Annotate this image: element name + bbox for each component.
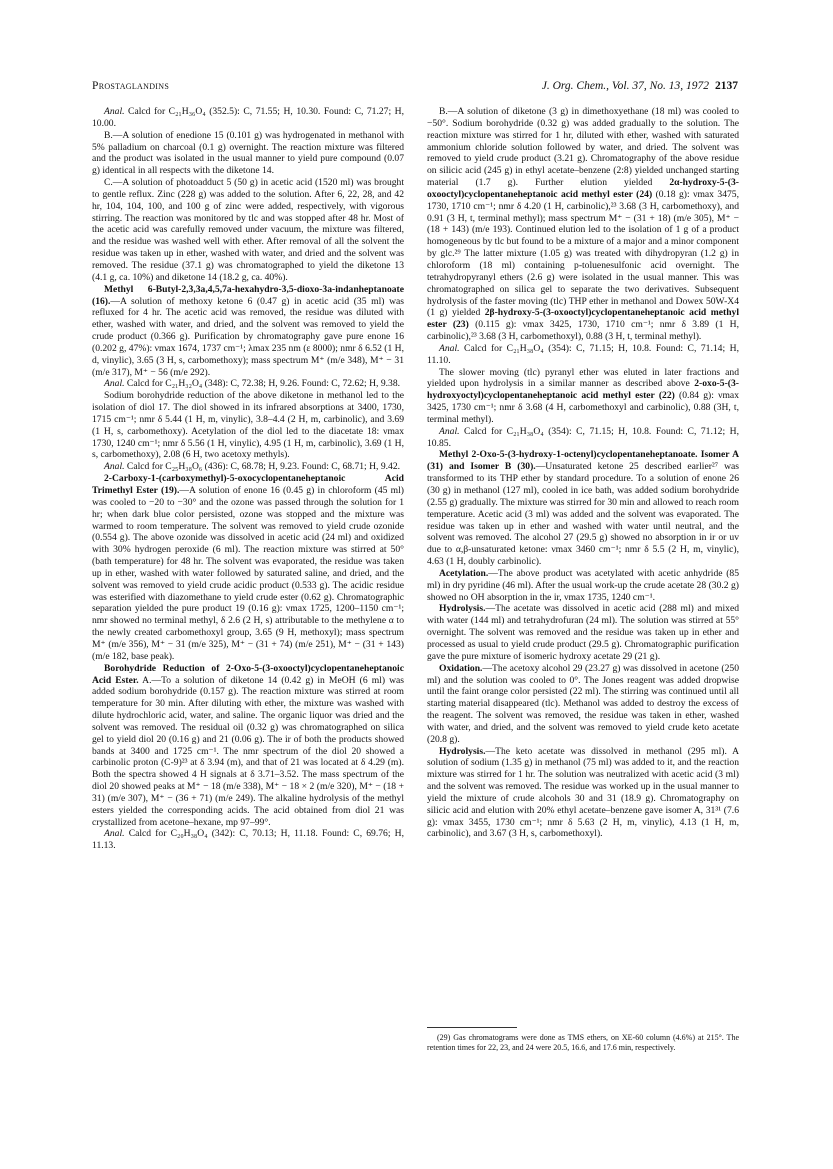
text-run: (0.84 g): νmax 3425, 1730 cm⁻¹; nmr δ 3.68 (4 H, carbomethoxyl and carbinolic), 0.88 (3H, t, terminal methyl). — [427, 390, 739, 425]
text-run: Calcd for C₂₁H₃₈O₄ (354): C, 71.15; H, 10.8. Found: C, 71.12; H, 10.85. — [427, 425, 739, 449]
text-run: —The acetate was dissolved in acetic acid (288 ml) and mixed with water (144 ml) and tetrahydrofuran (24 ml). The solution was stirred at 55° overnight. The solvent was removed and the residue was taken up in ether and processed as usual to yield crude product (29.5 g). Chromatographic purification gave the pure mixture of isomeric hydroxy acetate 29 (21 g). — [427, 603, 739, 662]
heading-run: Hydrolysis. — [439, 603, 486, 615]
paragraph — [427, 367, 739, 426]
text-run: —Unsaturated ketone 25 described earlier²⁷ was transformed to its THP ether by standard procedure. To a solution of enone 26 (30 g) in methanol (127 ml), cooled in ice bath, was added sodium borohydride (2.55 g) gradually. The mixture was stirred for 30 min and allowed to reach room temperature. Acetic acid (3 ml) was added and the solvent was evaporated. The residue was taken up in ether and washed with water until neutral, and the solvent was removed. The alcohol 27 (29.5 g) showed no absorption in ir or uv due to α,β-unsaturated ketone: νmax 3460 cm⁻¹; nmr δ 5.5 (2 H, m, vinylic), 4.63 (1 H, doubly carbinolic). — [427, 461, 739, 568]
italic-run: Anal. — [104, 106, 125, 117]
paragraph — [92, 378, 404, 390]
heading-run: 2-oxo-5-(3-hydroxyoctyl)cyclopentaneheptanoic acid methyl ester (22) — [427, 378, 739, 402]
paragraph — [92, 473, 404, 663]
text-run: Calcd for C₂₁H₃₆O₄ (352.5): C, 71.55; H, 10.30. Found: C, 71.27; H, 10.00. — [92, 106, 404, 129]
paragraph — [427, 568, 739, 604]
heading-run: Oxidation. — [439, 662, 483, 674]
footnote-29: (29) Gas chromatograms were done as TMS ethers, on XE-60 column (4.6%) at 215°. The retention times for 22, 23, and 24 were 20.5, 16.6, and 17.6 min, respectively. — [427, 1033, 739, 1052]
text-run: The slower moving (tlc) pyranyl ether was eluted in later fractions and yielded upon hydrolysis in a similar manner as described above — [427, 366, 739, 390]
text-run: Calcd for C₂₀H₃₈O₄ (342): C, 70.13; H, 11.18. Found: C, 69.76; H, 11.13. — [92, 828, 404, 852]
paragraph — [92, 663, 404, 829]
text-run: Calcd for C₂₁H₃₈O₄ (354): C, 71.15; H, 10.8. Found: C, 71.14; H, 11.10. — [427, 342, 739, 366]
heading-run: 2-Carboxy-1-(carboxymethyl)-5-oxocyclopentaneheptanoic Acid Trimethyl Ester (19). — [92, 473, 404, 496]
heading-run: 2α-hydroxy-5-(3-oxooctyl)cyclopentaneheptanoic acid methyl ester (24) — [427, 177, 739, 200]
heading-run: Hydrolysis. — [439, 745, 486, 757]
italic-run: Anal. — [439, 342, 460, 354]
heading-run: Acetylation. — [439, 567, 489, 579]
paragraph — [427, 106, 739, 343]
text-run: —The above product was acetylated with acetic anhydride (85 ml) in dry pyridine (46 ml). After the usual work-up the crude acetate 28 (30.2 g) showed no OH absorption in the ir, νmax 1735, 1240 cm⁻¹. — [427, 567, 739, 603]
paragraph — [92, 130, 404, 177]
paragraph — [427, 603, 739, 662]
italic-run: Anal. — [439, 425, 460, 437]
heading-run: 2β-hydroxy-5-(3-oxooctyl)cyclopentaneheptanoic acid methyl ester (23) — [427, 307, 739, 331]
paragraph — [92, 284, 404, 379]
text-run: —The acetoxy alcohol 29 (23.27 g) was dissolved in acetone (250 ml) and the solution was cooled to 0°. The Jones reagent was added dropwise until the faint orange color persisted (22 ml). The stirring was continued until all starting material disappeared (tlc). Methanol was added to destroy the excess of the reagent. The solvent was removed, the residue was taken in ether, washed with water, and dried, and the solvent was removed to yield crude keto acetate (20.8 g). — [427, 662, 739, 745]
footnote-divider — [427, 1027, 517, 1028]
text-run: (0.18 g): νmax 3475, 1730, 1710 cm⁻¹; nmr δ 4.20 (1 H, carbinolic),²³ 3.68 (3 H, carbomethoxy), and 0.91 (3 H, t, terminal methyl); mass spectrum M⁺ − (31 + 18) (m/e 305), M⁺ − (18 + 143) (m/e 193). Continued elution led to the isolation of 1 g of a product homogeneous by tlc but found to be a mixture of a major and a minor component by glc.²⁹ The latter mixture (1.05 g) was treated with dihydropyran (1.2 g) in chloroform (18 ml) containing p-toluenesulfonic acid overnight. The tetrahydropyranyl ethers (2.6 g) were isolated in the usual manner. This was chromatographed on silica gel to separate the two derivatives. Subsequent hydrolysis of the faster moving (tlc) THP ether in methanol and Dowex 50W-X4 (1 g) yielded — [427, 188, 739, 319]
footnote — [427, 1033, 739, 1053]
paragraph — [427, 343, 739, 367]
paragraph — [92, 461, 404, 473]
paragraph — [427, 746, 739, 841]
italic-run: Anal. — [104, 461, 125, 473]
paragraph — [427, 449, 739, 567]
paragraph — [92, 177, 404, 284]
text-run: Sodium borohydride reduction of the above diketone in methanol led to the isolation of diol 17. The diol showed in its infrared absorptions at 3400, 1730, 1715 cm⁻¹; nmr δ 5.44 (1 H, m, vinylic), 3.8–4.4 (2 H, m, carbinolic), and 3.69 (1 H, s, carbomethoxy). Acetylation of the diol led to the diacetate 18: νmax 1730, 1240 cm⁻¹; nmr δ 5.56 (1 H, vinylic), 4.95 (1 H, m, carbinolic), 3.69 (1 H, s, carbomethoxy), 2.08 (6 H, two acetoxy methyls). — [92, 390, 404, 461]
paragraph — [92, 390, 404, 461]
paragraph — [427, 663, 739, 746]
text-run: Calcd for C₂₁H₃₂O₄ (348): C, 72.38; H, 9.26. Found: C, 72.62; H, 9.38. — [124, 378, 401, 390]
italic-run: Anal. — [104, 378, 125, 390]
paragraph — [92, 106, 404, 130]
running-title: Prostaglandins — [92, 80, 170, 92]
text-run: —A solution of methoxy ketone 6 (0.47 g) in acetic acid (35 ml) was refluxed for 4 hr. The acetic acid was removed, the residue was diluted with ether, washed with water, and dried, and the solvent was removed to yield the crude product (0.366 g). Purification by chromatography gave pure enone 16 (0.202 g, 47%): νmax 1674, 1737 cm⁻¹; λmax 235 nm (ε 8000); nmr δ 6.52 (1 H, d, vinylic), 3.65 (3 H, s, carbomethoxy); mass spectrum M⁺ (m/e 348), M⁺ − 31 (m/e 317), M⁺ − 56 (m/e 292). — [92, 295, 404, 378]
text-run: A.—To a solution of diketone 14 (0.42 g) in MeOH (6 ml) was added sodium borohydride (0.157 g). The reaction mixture was stirred at room temperature for 30 min. After diluting with ether, the mixture was washed with dilute hydrochloric acid, water, and saline. The organic liquor was dried and the solvent was removed. The residual oil (0.32 g) was chromatographed on silica gel to yield diol 20 (0.16 g) and 21 (0.06 g). The ir of both the products showed bands at 3400 and 1725 cm⁻¹. The nmr spectrum of the diol 20 showed a carbinolic proton (C-9)²³ at δ 3.94 (m), and that of 21 was located at δ 4.29 (m). Both the spectra showed 4 H signals at δ 3.71–3.52. The mass spectrum of the diol 20 showed peaks at M⁺ − 18 (m/e 338), M⁺ − 18 × 2 (m/e 320), M⁺ − (18 + 31) (m/e 307), M⁺ − (36 + 71) (m/e 249). The alkaline hydrolysis of the methyl esters yielded the corresponding acids. The acid obtained from diol 21 was crystallized from acetone–hexane, mp 97–99°. — [92, 674, 405, 828]
heading-run: Methyl 6-Butyl-2,3,3a,4,5,7a-hexahydro-3,5-dioxo-3a-indanheptanoate (16). — [92, 283, 404, 307]
page-number: 2137 — [715, 80, 738, 92]
text-run: Calcd for C₂₅H₃₈O₆ (436): C, 68.78; H, 9.23. Found: C, 68.71; H, 9.42. — [124, 461, 401, 473]
journal-citation — [542, 80, 738, 92]
text-run: (0.115 g): νmax 3425, 1730, 1710 cm⁻¹; nmr δ 3.89 (1 H, carbinolic),²³ 3.68 (3 H, carbomethoxyl), 0.88 (3 H, t, terminal methyl). — [427, 319, 739, 343]
paragraph — [92, 828, 404, 852]
text-run: C.—A solution of photoadduct 5 (50 g) in acetic acid (1520 ml) was brought to gentle reflux. Zinc (228 g) was added to the solution. After 6, 22, 28, and 42 hr, 104, 104, 100, and 100 g of zinc were added, respectively, with vigorous stirring. The reaction was monitored by tlc and was stopped after 48 hr. Most of the acetic acid was carefully removed under vacuum, the mixture was filtered, and the residue was washed well with ether. After removal of all the solvent the residue was taken up in ether, washed with water, and dried and the solvent was removed. The residue (37.1 g) was chromatographed to yield the diketone 13 (4.1 g, ca. 10%) and diketone 14 (18.2 g, ca. 40%). — [92, 177, 404, 283]
text-run: —The keto acetate was dissolved in methanol (295 ml). A solution of sodium (1.35 g) in methanol (75 ml) was added to it, and the reaction mixture was stirred for 1 hr. The solution was neutralized with acetic acid (3 ml) and the solvent was removed. The residue was worked up in the usual manner to yield the mixture of crude alcohols 30 and 31 (18.9 g). Chromatography on silicic acid and elution with 20% ethyl acetate–benzene gave isomer A, 31³¹ (7.6 g): νmax 3455, 1730 cm⁻¹; nmr δ 5.63 (2 H, m, vinylic), 4.13 (1 H, m, carbinolic), and 3.67 (3 H, s, carbomethoxyl). — [427, 745, 739, 840]
running-header — [92, 80, 738, 96]
heading-run: Borohydride Reduction of 2-Oxo-5-(3-oxooctyl)cyclopentaneheptanoic Acid Ester. — [92, 662, 404, 686]
left-column — [92, 106, 404, 852]
text-run: —A solution of enone 16 (0.45 g) in chloroform (45 ml) was cooled to −20 to −30° and the ozone was passed through the solution for 1 hr; when dark blue color persisted, ozone was stopped and the mixture was warmed to room temperature. The solvent was removed to yield crude ozonide (0.554 g). The above ozonide was dissolved in acetic acid (24 ml) and oxidized with 30% hydrogen peroxide (6 ml). The reaction mixture was stirred at 50° (bath temperature) for 48 hr. The solvent was evaporated, the residue was taken up in ether, washed with water followed by saturated saline, and dried, and the solvent was removed to yield crude acidic product (0.533 g). The acidic residue was esterified with diazomethane to yield crude ester (0.62 g). Chromatographic separation yielded the pure product 19 (0.16 g): νmax 1725, 1200–1150 cm⁻¹; nmr showed no terminal methyl, δ 2.6 (2 H, s) attributable to the methylene α to the newly created carbomethoxyl group, 3.65 (9 H, methoxyl); mass spectrum M⁺ (m/e 356), M⁺ − 31 (m/e 325), M⁺ − (31 + 74) (m/e 251), M⁺ − (31 + 143) (m/e 182, base peak). — [92, 485, 405, 662]
journal-name: J. Org. Chem., Vol. 37, No. 13, 1972 — [541, 80, 709, 92]
text-run: B.—A solution of enedione 15 (0.101 g) was hydrogenated in methanol with 5% palladium on charcoal (0.1 g) overnight. The reaction mixture was filtered and the product was isolated in the usual manner to yield pure compound (0.07 g) identical in all respects with the diketone 14. — [92, 129, 404, 177]
text-run: B.—A solution of diketone (3 g) in dimethoxyethane (18 ml) was cooled to −50°. Sodium borohydride (0.32 g) was added gradually to the solution. The reaction mixture was stirred for 1 hr, diluted with ether, washed with saturated ammonium chloride solution followed by water, and dried. The solvent was removed to yield crude product (3.21 g). Chromatography of the above residue on silicic acid (245 g) in ethyl acetate–benzene (2:8) yielded unchanged starting material (1.7 g). Further elution yielded — [427, 106, 739, 189]
right-column — [427, 106, 739, 840]
paragraph — [427, 426, 739, 450]
italic-run: Anal. — [104, 828, 125, 840]
heading-run: Methyl 2-Oxo-5-(3-hydroxy-1-octenyl)cyclopentaneheptanoate. Isomer A (31) and Isomer B (30). — [427, 449, 739, 473]
